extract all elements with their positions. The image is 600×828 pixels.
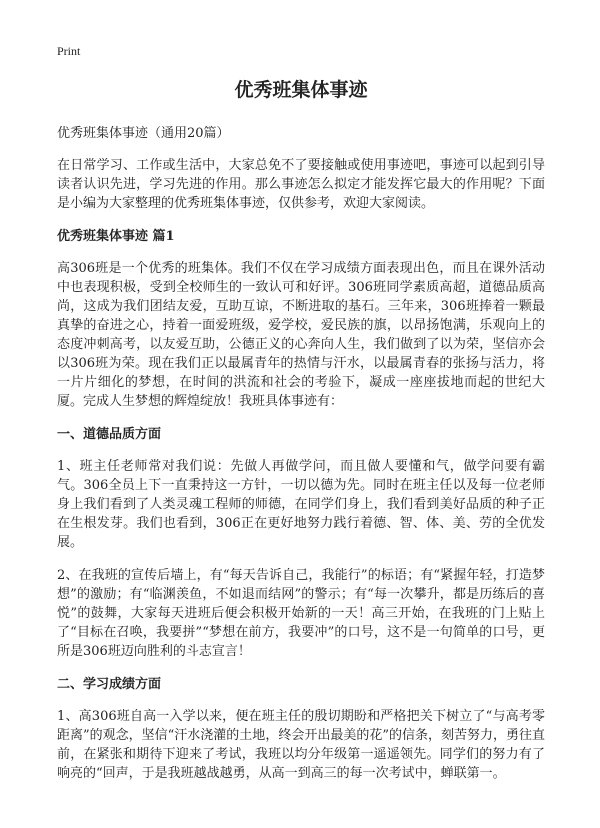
page-title: 优秀班集体事迹 <box>234 79 368 101</box>
article-intro-paragraph: 高306班是一个优秀的班集体。我们不仅在学习成绩方面表现出色，而且在课外活动中也表现积极，受到全校师生的一致认可和好评。306班同学素质高超，道德品质高尚，这成为我们团结友爱，互助互谅，不断进取的基石。三年来，306班捧着一颗最真挚的奋进之心，持着一面爱班级，爱学校，爱民族的旗，以昂扬饱满，乐观向上的态度冲刺高考，以友爱互助，公德正义的心奔向人生，我们做到了以为荣，坚信亦会以306班为荣。现在我们正以最属青年的热情与汗水，以最属青春的张扬与活力，将一片片细化的梦想，在时间的洪流和社会的考验下，凝成一座座拔地而起的世纪大厦。完成人生梦想的辉煌绽放！我班具体事迹有： <box>57 261 545 409</box>
section-paragraph: 1、高306班自高一入学以来，便在班主任的殷切期盼和严格把关下树立了“与高考零距离”的观念，坚信“汗水浇灌的土地，终会开出最美的花”的信条，刻苦努力，勇往直前，在紧张和期待下迎来了考试，我班以均分年级第一遥遥领先。同学们的努力有了响亮的“回声，于是我班越战越勇，从高一到高三的每一次考试中，蝉联第一。 <box>57 709 545 781</box>
section-paragraph: 2、在我班的宣传后墙上，有“每天告诉自己，我能行”的标语；有“紧握年轻，打造梦想”的激励；有“临渊羡鱼，不如退而结网”的警示；有“每一次攀升，都是历练后的喜悦”的鼓舞，大家每天进班后便会积极开始新的一天！高三开始，在我班的门上贴上了“目标在召唤，我要拼”“梦想在前方，我要冲”的口号，这不是一句简单的口号，更所是306班迈向胜利的斗志宣言！ <box>57 568 545 659</box>
intro-paragraph: 在日常学习、工作或生活中，大家总免不了要接触或使用事迹吧，事迹可以起到引导读者认识先进，学习先进的作用。那么事迹怎么拟定才能发挥它最大的作用呢？下面是小编为大家整理的优秀班集体事迹，仅供参考，欢迎大家阅读。 <box>57 158 545 211</box>
section-paragraph: 1、班主任老师常对我们说：先做人再做学问，而且做人要懂和气，做学问要有霸气。306全员上下一直秉持这一方针，一切以德为先。同时在班主任以及每一位老师身上我们看到了人类灵魂工程师的师德，在同学们身上，我们看到美好品质的种子正在生根发芽。我们也看到，306正在更好地努力践行着德、智、体、美、劳的全优发展。 <box>57 459 545 550</box>
section-heading-morality: 一、道德品质方面 <box>57 427 162 442</box>
article <box>57 78 545 797</box>
article-heading: 优秀班集体事迹 篇1 <box>57 229 175 244</box>
section-heading-academics: 二、学习成绩方面 <box>57 677 162 692</box>
print-link[interactable]: Print <box>57 44 81 58</box>
article-subtitle: 优秀班集体事迹（通用20篇） <box>57 126 230 141</box>
